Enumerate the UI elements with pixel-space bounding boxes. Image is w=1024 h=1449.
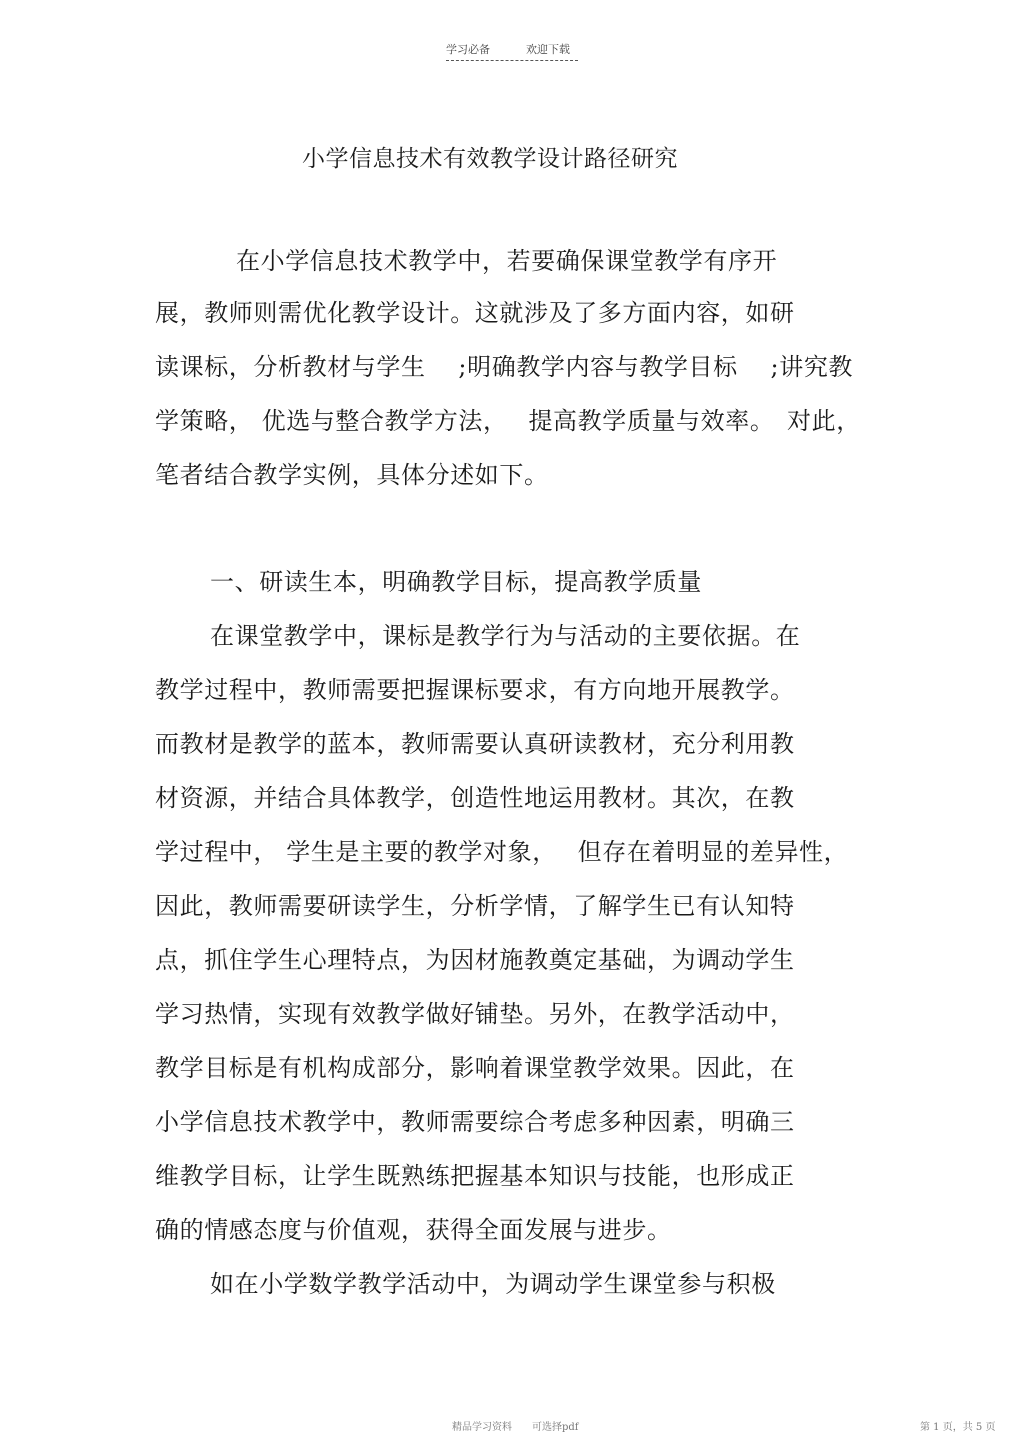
footer-left-text: 精品学习资料 可选择pdf (452, 1422, 579, 1433)
paragraph-line: 小学信息技术教学中，教师需要综合考虑多种因素，明确三 (155, 1108, 795, 1136)
header-right-text: 欢迎下载 (526, 43, 570, 56)
section-heading: 一、研读生本，明确教学目标，提高教学质量 (210, 568, 702, 596)
paragraph-line: 学过程中， 学生是主要的教学对象， 但存在着明显的差异性， (155, 838, 849, 866)
paragraph-line: 确的情感态度与价值观，获得全面发展与进步。 (155, 1216, 672, 1244)
paragraph-line: 维教学目标，让学生既熟练把握基本知识与技能，也形成正 (155, 1162, 795, 1190)
paragraph-line: 点，抓住学生心理特点，为因材施教奠定基础，为调动学生 (155, 946, 795, 974)
paragraph-line: 学策略， 优选与整合教学方法， 提高教学质量与效率。 对此， (155, 407, 861, 435)
page-number: 第 1 页，共 5 页 (920, 1422, 996, 1433)
paragraph-line: 如在小学数学教学活动中，为调动学生课堂参与积极 (210, 1270, 776, 1298)
paragraph-line: 展，教师则需优化教学设计。这就涉及了多方面内容，如研 (155, 299, 795, 327)
paragraph-line: 读课标，分析教材与学生 ;明确教学内容与教学目标 ;讲究教 (155, 353, 854, 381)
paragraph-line: 教学目标是有机构成部分，影响着课堂教学效果。因此，在 (155, 1054, 795, 1082)
paragraph-line: 材资源，并结合具体教学，创造性地运用教材。其次，在教 (155, 784, 795, 812)
paragraph-line: 因此，教师需要研读学生，分析学情，了解学生已有认知特 (155, 892, 795, 920)
paragraph-line: 笔者结合教学实例，具体分述如下。 (155, 461, 549, 489)
document-title: 小学信息技术有效教学设计路径研究 (302, 146, 678, 172)
page-header (446, 40, 578, 61)
paragraph-line: 学习热情，实现有效教学做好铺垫。另外，在教学活动中， (155, 1000, 795, 1028)
paragraph-line: 在课堂教学中，课标是教学行为与活动的主要依据。在 (210, 622, 801, 650)
paragraph-line: 教学过程中，教师需要把握课标要求，有方向地开展教学。 (155, 676, 795, 704)
paragraph-line: 而教材是教学的蓝本，教师需要认真研读教材，充分利用教 (155, 730, 795, 758)
paragraph-line: 在小学信息技术教学中，若要确保课堂教学有序开 (236, 247, 778, 275)
header-left-text: 学习必备 (446, 43, 490, 56)
